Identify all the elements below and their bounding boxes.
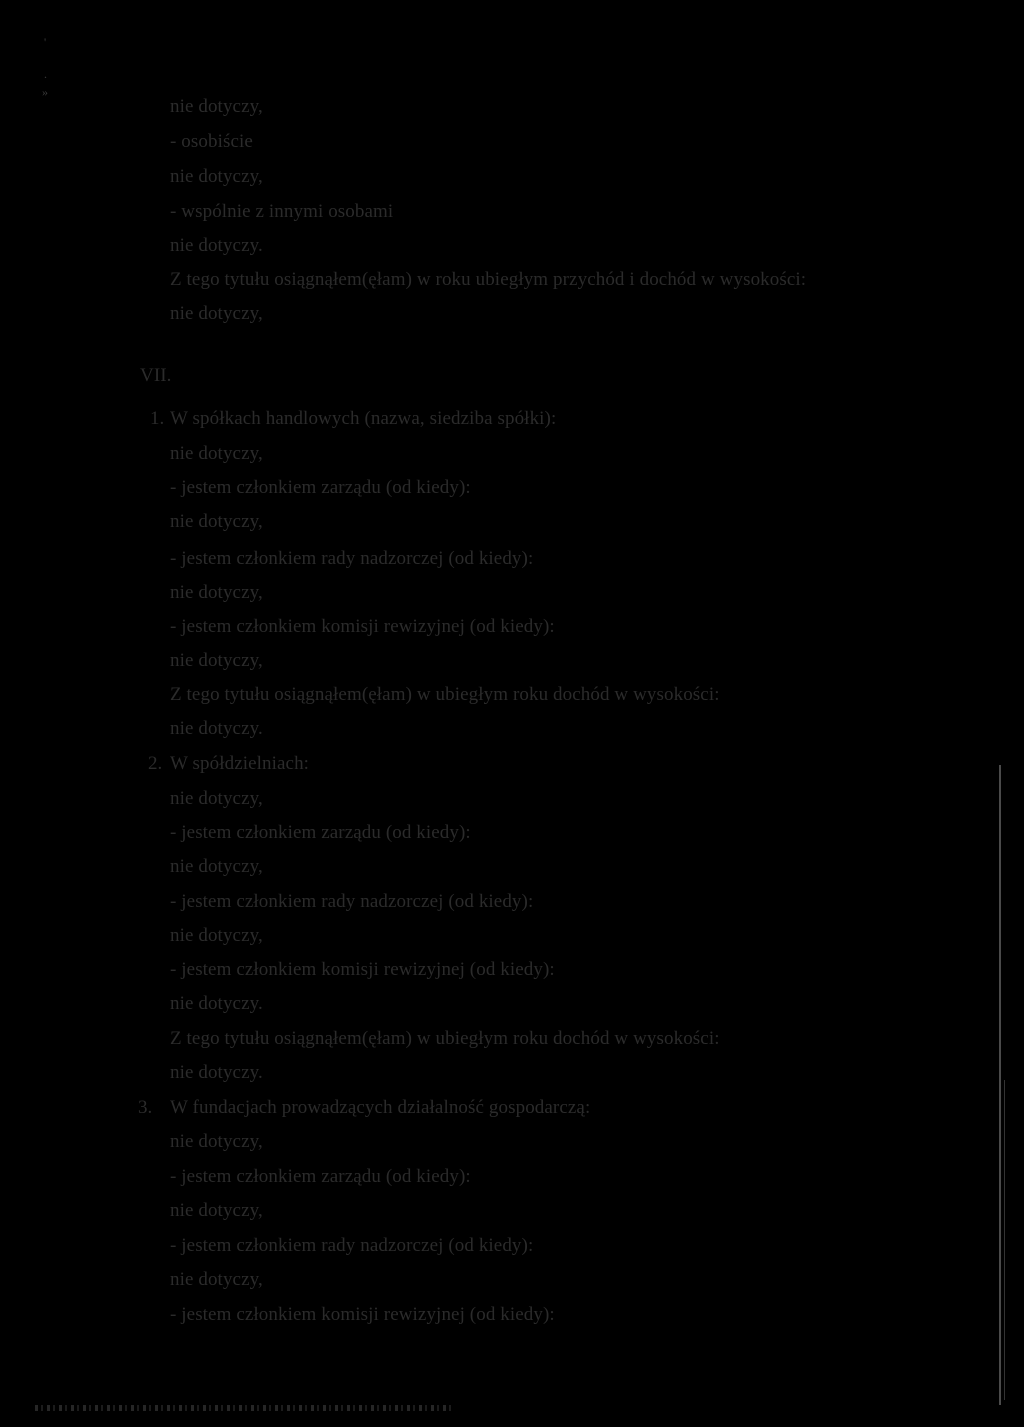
text-line: - jestem członkiem rady nadzorczej (od kiedy): [170,891,534,912]
scan-mark: » [42,85,48,99]
text-line: nie dotyczy, [170,582,263,603]
item-title: W spółkach handlowych (nazwa, siedziba spółki): [170,408,557,429]
text-line: nie dotyczy. [170,1062,263,1083]
item-title: W spółdzielniach: [170,753,310,774]
text-line: Z tego tytułu osiągnąłem(ęłam) w roku ubiegłym przychód i dochód w wysokości: [170,269,807,290]
footer-scan-noise [35,1405,455,1411]
text-line: - jestem członkiem komisji rewizyjnej (od kiedy): [170,959,555,980]
scan-edge-line [1004,1080,1005,1400]
section-heading: VII. [140,365,172,386]
text-line: - jestem członkiem komisji rewizyjnej (od kiedy): [170,1304,555,1325]
text-line: nie dotyczy, [170,1269,263,1290]
text-line: nie dotyczy, [170,303,263,324]
text-line: nie dotyczy, [170,788,263,809]
text-line: nie dotyczy. [170,718,263,739]
text-line: - jestem członkiem komisji rewizyjnej (od kiedy): [170,616,555,637]
text-line: nie dotyczy. [170,235,263,256]
text-line: nie dotyczy, [170,443,263,464]
text-line: - wspólnie z innymi osobami [170,201,394,222]
scan-mark: . [44,67,47,81]
text-line: nie dotyczy, [170,96,263,117]
text-line: nie dotyczy, [170,166,263,187]
text-line: nie dotyczy, [170,1131,263,1152]
text-line: nie dotyczy, [170,511,263,532]
text-line: - jestem członkiem zarządu (od kiedy): [170,477,471,498]
text-line: nie dotyczy, [170,925,263,946]
text-line: nie dotyczy. [170,993,263,1014]
item-number: 2. [148,753,163,774]
text-line: nie dotyczy, [170,856,263,877]
text-line: Z tego tytułu osiągnąłem(ęłam) w ubiegłym roku dochód w wysokości: [170,684,720,705]
scan-edge-line [999,765,1001,1405]
text-line: nie dotyczy, [170,1200,263,1221]
text-line: - jestem członkiem rady nadzorczej (od kiedy): [170,548,534,569]
text-line: - jestem członkiem zarządu (od kiedy): [170,1166,471,1187]
text-line: nie dotyczy, [170,650,263,671]
item-number: 3. [138,1097,153,1118]
text-line: - jestem członkiem rady nadzorczej (od kiedy): [170,1235,534,1256]
item-title: W fundacjach prowadzących działalność gospodarczą: [170,1097,591,1118]
item-number: 1. [150,408,165,429]
text-line: - jestem członkiem zarządu (od kiedy): [170,822,471,843]
scan-mark: ' [44,35,47,49]
text-line: - osobiście [170,131,253,152]
text-line: Z tego tytułu osiągnąłem(ęłam) w ubiegłym roku dochód w wysokości: [170,1028,720,1049]
